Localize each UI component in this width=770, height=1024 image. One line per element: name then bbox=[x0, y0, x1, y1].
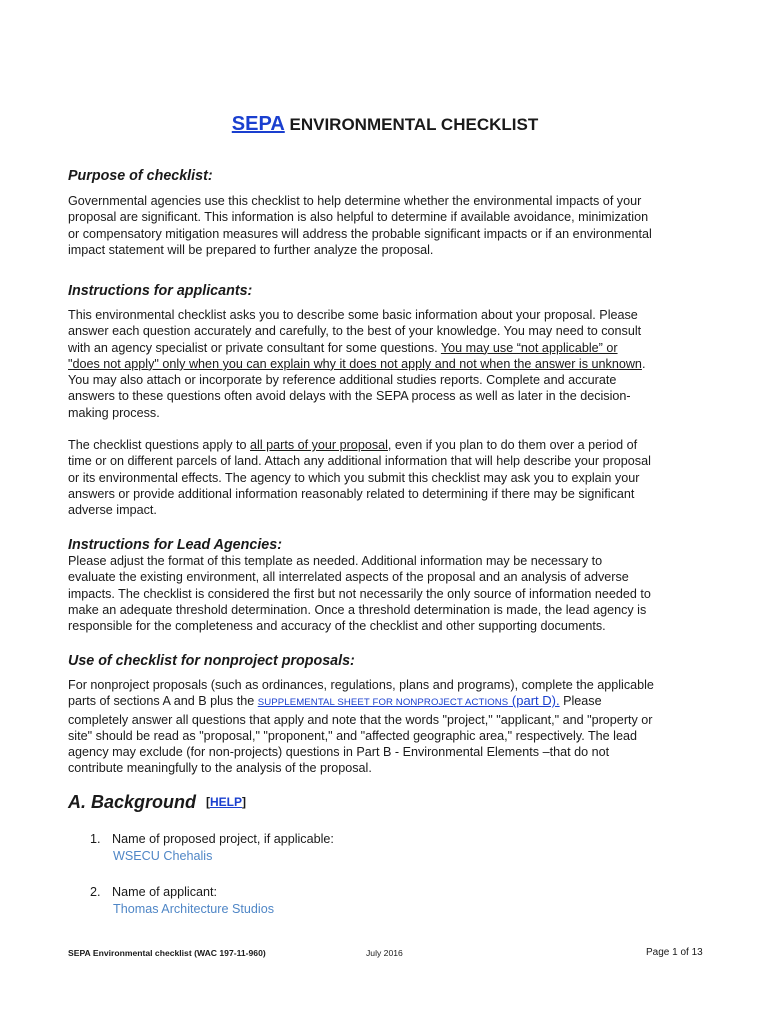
title-rest: ENVIRONMENTAL CHECKLIST bbox=[284, 115, 539, 134]
text-line bbox=[68, 356, 708, 372]
text-line: Governmental agencies use this checklist to help determine whether the environmental impacts of your bbox=[68, 194, 642, 208]
text-span: Please bbox=[559, 694, 602, 709]
text-line: time or on different parcels of land. Attach any additional information that will help describe your proposal bbox=[68, 454, 651, 469]
text-line: impact statement will be prepared to further analyze the proposal. bbox=[68, 242, 434, 257]
text-line: site" should be read as "proposal," "proponent," and "affected geographic area," respectively. The lead bbox=[68, 728, 637, 743]
text-line bbox=[68, 340, 708, 356]
text-line: answers or provide additional information reasonably related to determining if there may be significant bbox=[68, 486, 635, 501]
supplemental-sheet-link-label: SUPPLEMENTAL SHEET FOR NONPROJECT ACTIONS bbox=[257, 697, 509, 709]
help-bracket-close: ] bbox=[242, 795, 247, 809]
text-line: agency may exclude (for non-projects) questions in Part B - Environmental Elements –that do not bbox=[68, 745, 610, 760]
applicants-paragraph-2 bbox=[68, 437, 708, 518]
text-line: or its environmental effects. The agency to which you submit this checklist may ask you to explain your bbox=[68, 470, 640, 485]
footer-page-number: Page 1 of 13 bbox=[646, 947, 703, 958]
question-item-1 bbox=[90, 831, 334, 848]
text-span: . bbox=[641, 356, 646, 371]
applicants-heading: Instructions for applicants: bbox=[68, 283, 253, 299]
applicants-paragraph-1 bbox=[68, 307, 708, 421]
lead-agencies-paragraph bbox=[68, 553, 708, 634]
text-line: responsible for the completeness and accuracy of the checklist and other supporting documents. bbox=[68, 619, 606, 634]
document-title bbox=[0, 113, 770, 136]
text-span: , even if you plan to do them over a period of bbox=[387, 438, 638, 452]
text-line: answers to these questions often avoid delays with the SEPA process as well as later in the decision- bbox=[68, 389, 631, 404]
text-line: making process. bbox=[68, 405, 160, 420]
question-text: Name of applicant: bbox=[112, 885, 218, 899]
text-line: answer each question accurately and carefully, to the best of your knowledge. You may need to consult bbox=[68, 324, 642, 339]
nonproject-heading: Use of checklist for nonproject proposals: bbox=[68, 653, 355, 669]
text-span: with an agency specialist or private consultant for some questions. bbox=[68, 340, 441, 355]
text-line: make an adequate threshold determination. Once a threshold determination is made, the lead agency is bbox=[68, 602, 647, 617]
purpose-paragraph bbox=[68, 193, 708, 258]
underlined-text: "does not apply" only when you can explain why it does not apply and not when the answer is unknown bbox=[68, 356, 642, 371]
answer-field-2[interactable]: Thomas Architecture Studios bbox=[113, 902, 274, 916]
text-line bbox=[68, 437, 708, 453]
section-a-heading: A. Background bbox=[68, 792, 197, 812]
text-span: The checklist questions apply to bbox=[68, 438, 251, 452]
text-span: parts of sections A and B plus the bbox=[68, 694, 258, 709]
question-number: 1. bbox=[90, 832, 101, 846]
text-line bbox=[68, 693, 708, 711]
text-line: proposal are significant. This information is also helpful to determine if available avoidance, minimization bbox=[68, 210, 649, 225]
text-line: This environmental checklist asks you to describe some basic information about your proposal. Please bbox=[68, 308, 638, 322]
question-number: 2. bbox=[90, 885, 101, 899]
underlined-text: You may use “not applicable” or bbox=[440, 340, 618, 355]
text-line: completely answer all questions that apply and note that the words "project," "applicant," and "property or bbox=[68, 712, 653, 727]
help-wrapper bbox=[206, 795, 246, 809]
footer-date: July 2016 bbox=[366, 948, 403, 958]
sepa-link[interactable]: SEPA bbox=[231, 113, 285, 135]
supplemental-sheet-link[interactable] bbox=[258, 694, 560, 708]
footer-document-name: SEPA Environmental checklist (WAC 197-11-960) bbox=[68, 948, 266, 958]
question-item-2 bbox=[90, 884, 217, 901]
text-line: For nonproject proposals (such as ordinances, regulations, plans and programs), complete the applicable bbox=[68, 678, 654, 692]
part-d-link-label: (part D). bbox=[508, 693, 560, 709]
text-line: Please adjust the format of this template as needed. Additional information may be necessary to bbox=[68, 554, 603, 568]
text-line: evaluate the existing environment, all interrelated aspects of the proposal and an analysis of adverse bbox=[68, 570, 629, 585]
purpose-heading: Purpose of checklist: bbox=[68, 168, 213, 184]
text-line: You may also attach or incorporate by reference additional studies reports. Complete and accurate bbox=[68, 373, 617, 388]
lead-agencies-heading: Instructions for Lead Agencies: bbox=[68, 537, 282, 553]
answer-field-1[interactable]: WSECU Chehalis bbox=[113, 849, 213, 863]
help-bracket-open: [ bbox=[206, 795, 210, 809]
text-line: or compensatory mitigation measures will address the probable significant impacts or if an environmental bbox=[68, 226, 652, 241]
nonproject-paragraph bbox=[68, 677, 708, 777]
text-line: contribute meaningfully to the analysis of the proposal. bbox=[68, 761, 372, 776]
question-text: Name of proposed project, if applicable: bbox=[112, 832, 334, 846]
text-line: adverse impact. bbox=[68, 503, 157, 518]
help-link[interactable]: HELP bbox=[210, 795, 243, 809]
underlined-text: all parts of your proposal bbox=[250, 438, 388, 452]
text-line: impacts. The checklist is considered the first but not necessarily the only source of information needed to bbox=[68, 586, 651, 601]
